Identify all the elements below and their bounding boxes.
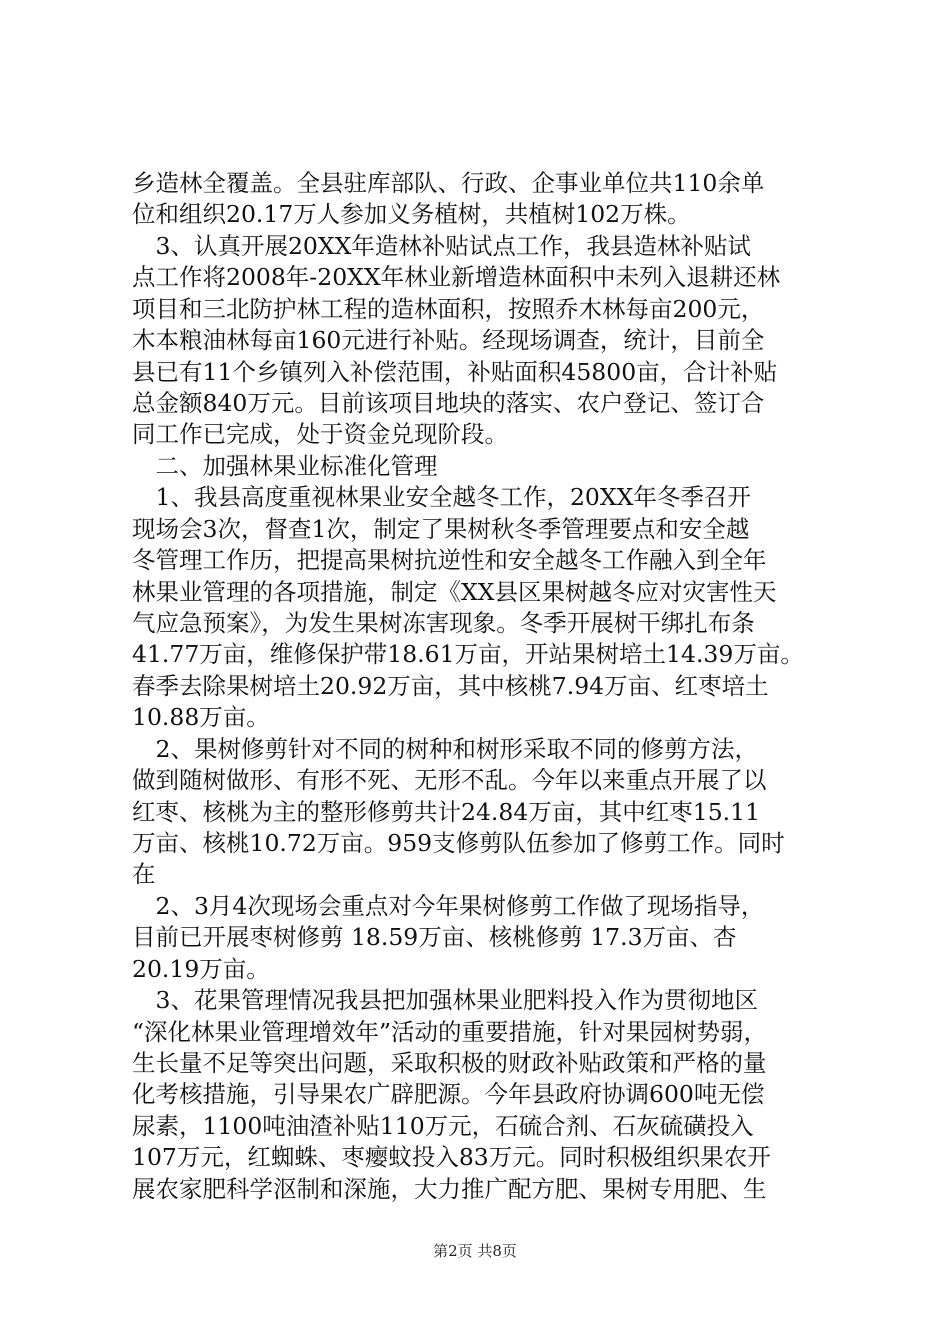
text-line: 展农家肥科学沤制和深施，大力推广配方肥、果树专用肥、生: [132, 1175, 767, 1203]
text-line: 点工作将2008年-20XX年林业新增造林面积中未列入退耕还林: [132, 263, 781, 291]
text-line: 位和组织20.17万人参加义务植树，共植树102万株。: [132, 200, 691, 228]
text-line: 在: [132, 860, 156, 888]
text-line: 2、3月4次现场会重点对今年果树修剪工作做了现场指导，: [132, 892, 765, 920]
section-heading: 二、加强林果业标准化管理: [132, 452, 438, 480]
page-number-footer: 第2页 共8页: [433, 1242, 517, 1260]
text-line: 总金额840万元。目前该项目地块的落实、农户登记、签订合: [132, 389, 765, 417]
text-line: 万亩、核桃10.72万亩。959支修剪队伍参加了修剪工作。同时: [132, 829, 785, 857]
text-line: 春季去除果树培土20.92万亩，其中核桃7.94万亩、红枣培土: [132, 672, 769, 700]
text-line: 木本粮油林每亩160元进行补贴。经现场调查，统计，目前全: [132, 326, 765, 354]
text-line: 气应急预案》，为发生果树冻害现象。冬季开展树干绑扎布条: [132, 609, 755, 637]
text-line: 尿素，1100吨油渣补贴110万元，石硫合剂、石灰硫磺投入: [132, 1112, 754, 1140]
text-line: 乡造林全覆盖。全县驻库部队、行政、企事业单位共110余单: [132, 169, 765, 197]
text-line: 1、我县高度重视林果业安全越冬工作，20XX年冬季召开: [132, 483, 751, 511]
text-line: 项目和三北防护林工程的造林面积，按照乔木林每亩200元，: [132, 295, 765, 323]
text-line: 县已有11个乡镇列入补偿范围，补贴面积45800亩，合计补贴: [132, 358, 778, 386]
text-line: 现场会3次，督查1次，制定了果树秋冬季管理要点和安全越: [132, 515, 750, 543]
text-line: 红枣、核桃为主的整形修剪共计24.84万亩，其中红枣15.11: [132, 798, 761, 826]
text-line: 冬管理工作历，把提高果树抗逆性和安全越冬工作融入到全年: [132, 546, 767, 574]
text-line: 林果业管理的各项措施，制定《XX县区果树越冬应对灾害性天: [132, 578, 777, 606]
text-line: 10.88万亩。: [132, 703, 270, 731]
text-line: 化考核措施，引导果农广辟肥源。今年县政府协调600吨无偿: [132, 1080, 765, 1108]
text-line: 3、认真开展20XX年造林补贴试点工作，我县造林补贴试: [132, 232, 751, 260]
text-line: 2、果树修剪针对不同的树种和树形采取不同的修剪方法，: [132, 735, 758, 763]
text-line: 生长量不足等突出问题，采取积极的财政补贴政策和严格的量: [132, 1049, 767, 1077]
text-line: “深化林果业管理增效年”活动的重要措施，针对果园树势弱，: [132, 1018, 768, 1046]
text-line: 同工作已完成，处于资金兑现阶段。: [132, 420, 508, 448]
text-line: 做到随树做形、有形不死、无形不乱。今年以来重点开展了以: [132, 766, 767, 794]
text-line: 20.19万亩。: [132, 955, 270, 983]
text-line: 41.77万亩，维修保护带18.61万亩，开站果树培土14.39万亩。: [132, 640, 804, 668]
text-line: 107万元，红蜘蛛、枣瘿蚊投入83万元。同时积极组织果农开: [132, 1143, 771, 1171]
text-line: 目前已开展枣树修剪 18.59万亩、核桃修剪 17.3万亩、杏: [132, 923, 737, 951]
text-line: 3、花果管理情况我县把加强林果业肥料投入作为贯彻地区: [132, 986, 758, 1014]
